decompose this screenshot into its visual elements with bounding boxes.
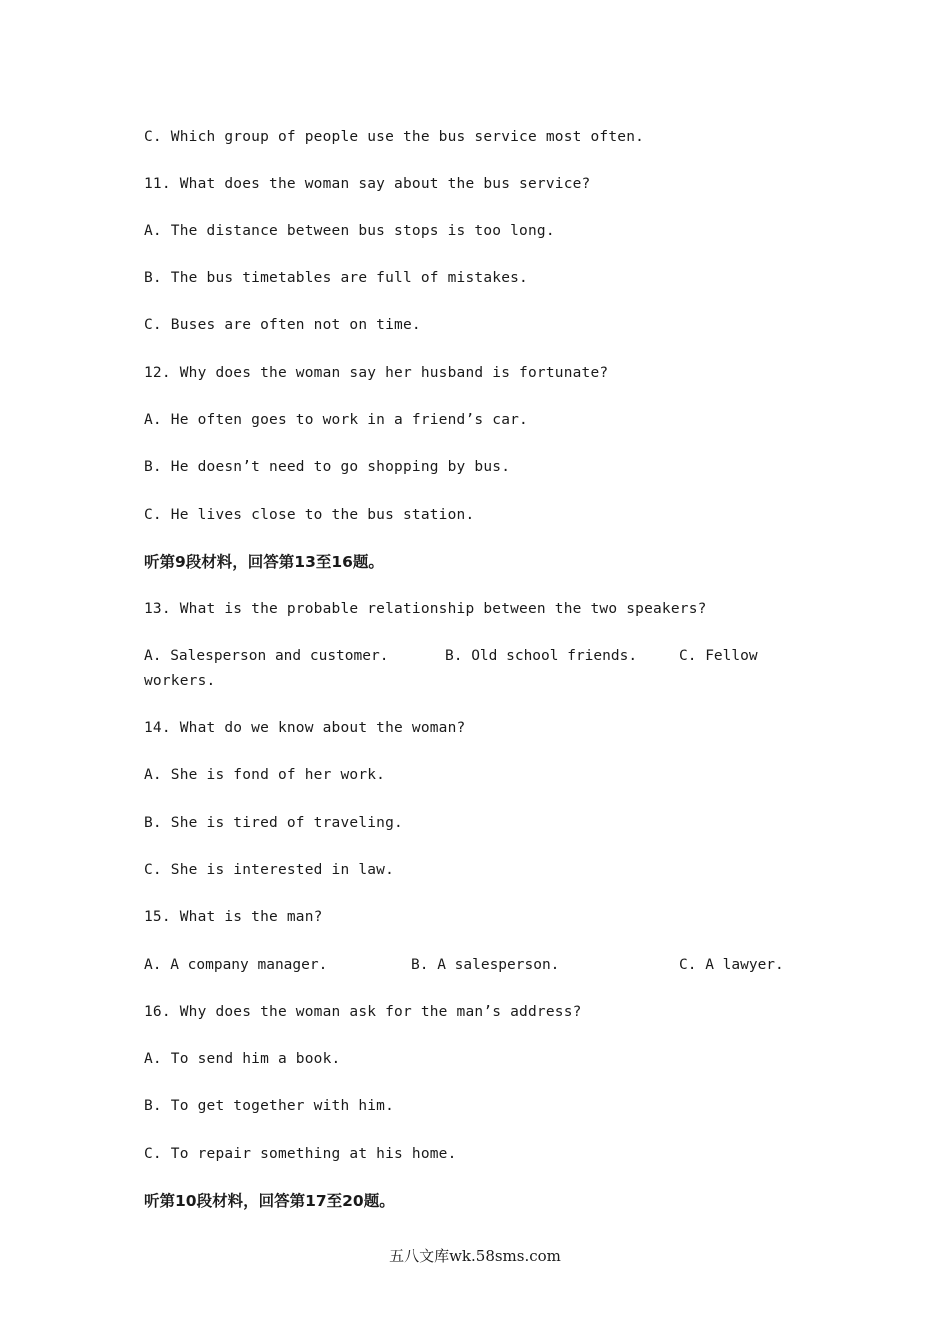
q13-option-a: A. Salesperson and customer. — [144, 648, 389, 664]
q16-option-c: C. To repair something at his home. — [144, 1146, 457, 1162]
q13-option-b: B. Old school friends. — [445, 648, 638, 664]
q11-option-a: A. The distance between bus stops is too long. — [144, 223, 555, 239]
q11-option-c: C. Buses are often not on time. — [144, 317, 421, 333]
q12-option-b: B. He doesn’t need to go shopping by bus. — [144, 459, 511, 475]
question-15: 15. What is the man? — [144, 909, 323, 925]
q15-option-a: A. A company manager. — [144, 957, 328, 973]
question-13: 13. What is the probable relationship between the two speakers? — [144, 601, 707, 617]
q12-option-a: A. He often goes to work in a friend’s car. — [144, 412, 528, 428]
question-12: 12. Why does the woman say her husband is fortunate? — [144, 365, 609, 381]
q11-option-b: B. The bus timetables are full of mistakes. — [144, 270, 528, 286]
q14-option-c: C. She is interested in law. — [144, 862, 395, 878]
q13-option-c: C. Fellow — [679, 648, 758, 664]
section-heading-9: 听第9段材料，回答第13至16题。 — [144, 553, 384, 571]
q15-option-c: C. A lawyer. — [679, 957, 784, 973]
q14-option-a: A. She is fond of her work. — [144, 767, 386, 783]
q16-option-b: B. To get together with him. — [144, 1098, 395, 1114]
section-heading-10: 听第10段材料，回答第17至20题。 — [144, 1192, 395, 1210]
q15-option-b: B. A salesperson. — [411, 957, 560, 973]
q12-option-c: C. He lives close to the bus station. — [144, 507, 475, 523]
question-14: 14. What do we know about the woman? — [144, 720, 466, 736]
q10-option-c: C. Which group of people use the bus service most often. — [144, 129, 645, 145]
q13-option-c-continued: workers. — [144, 673, 216, 689]
q16-option-a: A. To send him a book. — [144, 1051, 341, 1067]
page-footer: 五八文库wk.58sms.com — [389, 1247, 561, 1265]
question-11: 11. What does the woman say about the bus service? — [144, 176, 591, 192]
question-16: 16. Why does the woman ask for the man’s address? — [144, 1004, 582, 1020]
q14-option-b: B. She is tired of traveling. — [144, 815, 403, 831]
